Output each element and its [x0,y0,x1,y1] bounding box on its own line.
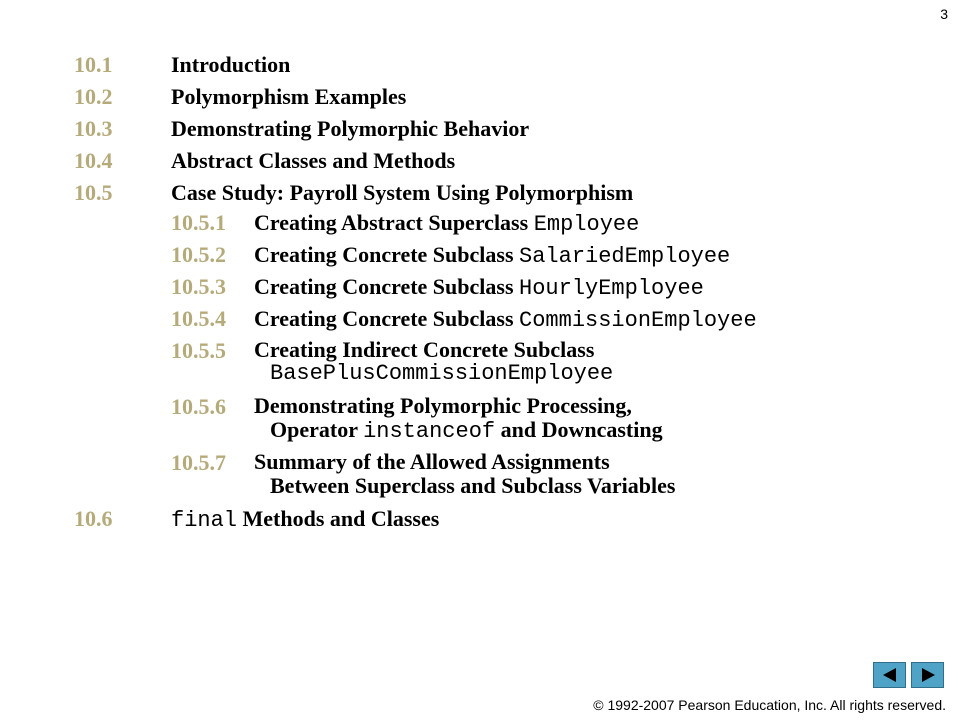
code-term: final [171,508,238,533]
code-term: instanceof [363,419,496,444]
section-title: Creating Concrete Subclass HourlyEmployee [254,274,704,301]
section-title: Summary of the Allowed Assignments Between Superclass and Subclass Variables [254,449,676,498]
section-number: 10.1 [74,52,113,77]
next-slide-button[interactable] [911,662,944,688]
section-title: Case Study: Payroll System Using Polymorphism [171,180,634,205]
section-number: 10.5.5 [171,338,226,363]
section-number: 10.5.7 [171,450,226,475]
arrow-right-icon [922,668,935,682]
section-number: 10.5.6 [171,394,226,419]
section-number: 10.5 [74,180,113,205]
section-title: Creating Concrete Subclass SalariedEmployee [254,242,731,269]
section-title: final Methods and Classes [171,506,440,533]
section-number: 10.5.2 [171,242,226,267]
section-title: Demonstrating Polymorphic Behavior [171,116,530,141]
section-number: 10.4 [74,148,113,173]
code-term: HourlyEmployee [519,276,704,301]
section-title: Creating Abstract Superclass Employee [254,210,640,237]
section-number: 10.5.4 [171,306,226,331]
section-title: Creating Concrete Subclass CommissionEmployee [254,306,757,333]
section-number: 10.3 [74,116,113,141]
section-title: Creating Indirect Concrete Subclass BasePlusCommissionEmployee [254,337,614,386]
section-number: 10.5.1 [171,210,226,235]
code-term: BasePlusCommissionEmployee [270,361,614,386]
section-title: Demonstrating Polymorphic Processing, Operator instanceof and Downcasting [254,393,663,444]
copyright-notice: © 1992-2007 Pearson Education, Inc. All rights reserved. [593,697,946,713]
code-term: Employee [533,212,640,237]
section-title: Polymorphism Examples [171,84,407,109]
page-number: 3 [940,6,948,22]
code-term: CommissionEmployee [519,308,757,333]
section-title: Introduction [171,52,291,77]
section-number: 10.6 [74,506,113,531]
arrow-left-icon [883,668,896,682]
slide-navigation [873,662,946,688]
code-term: SalariedEmployee [519,244,731,269]
section-number: 10.5.3 [171,274,226,299]
section-title: Abstract Classes and Methods [171,148,456,173]
previous-slide-button[interactable] [873,662,906,688]
section-number: 10.2 [74,84,113,109]
